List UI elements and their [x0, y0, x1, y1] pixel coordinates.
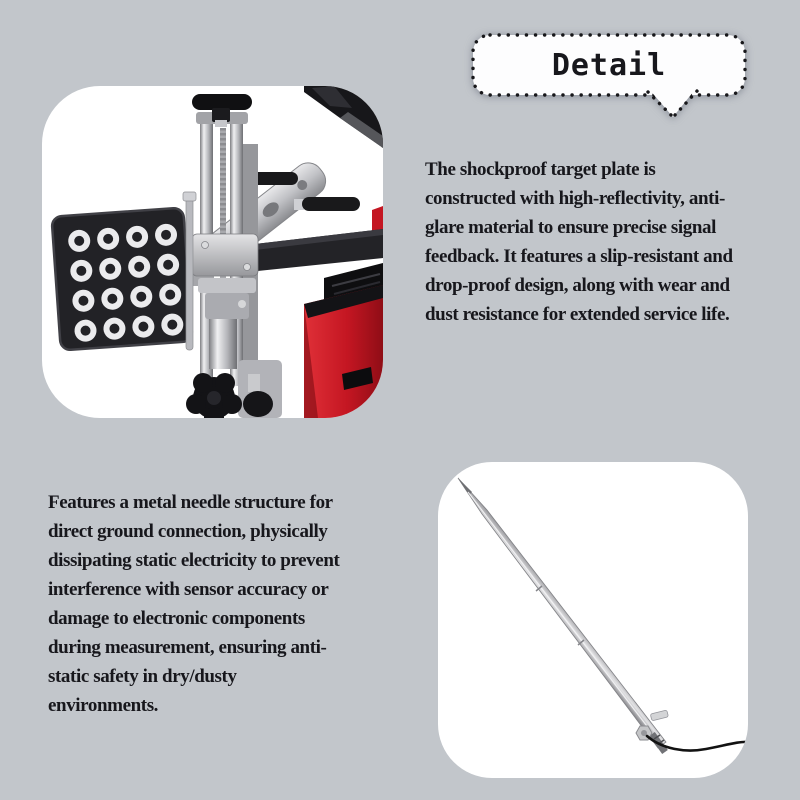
needle-description: Features a metal needle structure for direct ground connection, physically dissipating static electricity to prevent interference with sensor accuracy or damage to electronic components during measurement, ensuring anti- static safety in dry/dusty environments.	[48, 492, 340, 716]
needle-photo	[438, 462, 748, 778]
machine-body-red	[304, 285, 383, 418]
machine-frame-corner	[304, 86, 383, 148]
target-plate-photo-card	[42, 86, 383, 418]
detail-badge	[450, 22, 770, 126]
needle-photo-card	[438, 462, 748, 778]
badge-label: Detail	[551, 47, 667, 83]
alignment-target-board	[51, 208, 192, 351]
target-plate-description: The shockproof target plate is constructed with high-reflectivity, anti- glare material to ensure precise signal feedback. It features a slip-resistant and drop-proof design, along with wear and dust resistance for extended service life.	[425, 159, 733, 325]
ground-needle-rod	[458, 478, 666, 748]
target-plate-photo	[42, 86, 383, 418]
